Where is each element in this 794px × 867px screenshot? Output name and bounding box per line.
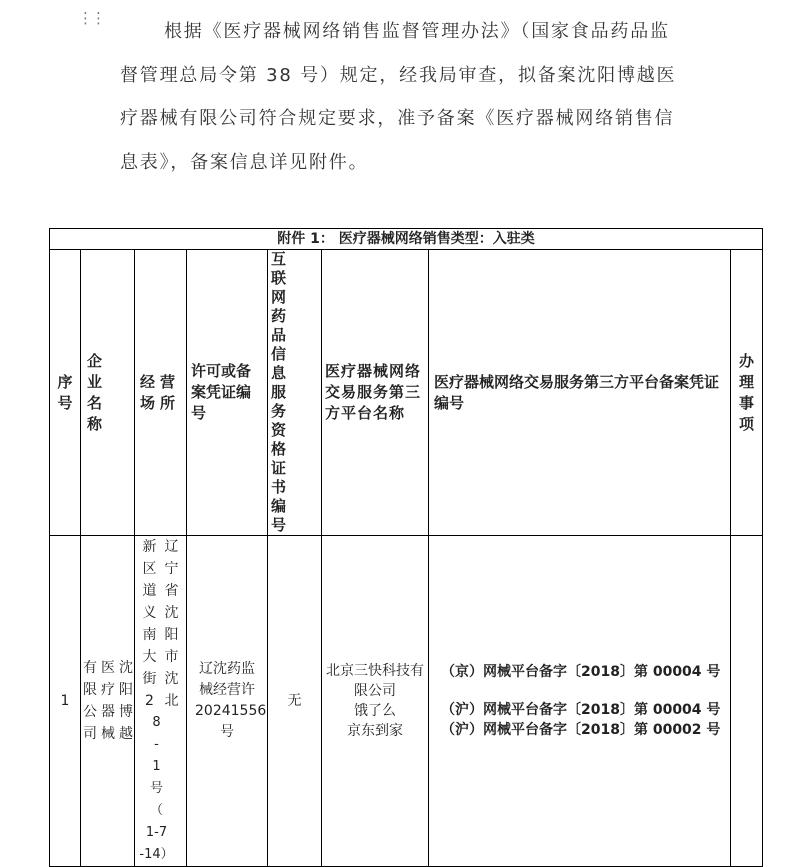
platform-name: 饿了么 [354,703,396,719]
premises-char: 阳 [164,627,179,643]
premises-char: 区 [142,561,157,577]
premises-char: 北 [164,693,179,709]
cell-platform-filing [429,536,731,867]
premises-char: 大 [142,649,157,665]
header-platform-name [322,250,429,536]
table-caption: 附件 1： 医疗器械网络销售类型：入驻类 [50,229,763,250]
header-platform-name-text: 医疗器械网络交易服务第三方平台名称 [325,362,422,422]
premises-char: 省 [164,583,179,599]
company-name-char: 公 [83,704,97,720]
company-name-char: 器 [101,704,115,720]
premises-address [135,536,186,712]
header-internet-cert-text: 互联网药品信息服务资格证书编号 [271,250,297,534]
cell-platform-name [322,536,429,867]
header-company [81,250,135,536]
premises-tail-line: 号 [149,781,163,796]
intro-paragraph: 根据《医疗器械网络销售监督管理办法》（国家食品药品监督管理总局令第 38 号）规定，经我局审查，拟备案沈阳博越医疗器械有限公司符合规定要求，准予备案《医疗器械网络销售信息表》，备案信息详见附件。 [120,21,677,173]
company-name-char: 沈 [119,660,133,676]
premises-char: 道 [142,583,157,599]
premises-tail-line: 1-7 [145,825,168,840]
company-name-char: 阳 [119,682,133,698]
platform-filing-list [429,662,730,740]
company-name-char: 司 [83,726,97,742]
attachment-table [49,228,763,867]
premises-char: 辽 [164,539,179,555]
drag-handle-icon[interactable]: ⋮⋮ [78,9,104,27]
header-platform-filing [429,250,731,536]
header-internet-cert [268,250,322,536]
cell-seq: 1 [50,536,81,867]
premises-tail-line: - [154,737,159,752]
premises-char: 义 [142,605,157,621]
header-seq-text: 序号 [57,372,73,412]
company-name-char: 医 [101,660,115,676]
premises-char: 宁 [164,561,179,577]
cell-internet-cert: 无 [268,536,322,867]
premises-char: 新 [142,539,157,555]
header-premises [135,250,187,536]
company-name-char: 越 [119,726,133,742]
company-name-char: 疗 [101,682,115,698]
premises-char: 南 [142,627,157,643]
platform-name: 京东到家 [347,723,403,739]
platform-name: 北京三快科技有限公司 [326,663,424,699]
premises-tail-line: （ [149,803,163,818]
premises-char: 市 [164,649,179,665]
company-name-char: 博 [119,704,133,720]
header-company-text: 企业名称 [87,351,109,433]
company-name-char: 有 [83,660,97,676]
header-premises-text: 经营场所 [140,372,181,412]
header-license-text: 许可或备案凭证编号 [191,362,252,422]
company-name [81,657,134,745]
platform-filing: （沪）网械平台备字〔2018〕第 00002 号 [441,722,721,738]
premises-tail-line: 8 [152,715,161,730]
header-platform-filing-text: 医疗器械网络交易服务第三方平台备案凭证编号 [434,372,720,412]
premises-char: 沈 [164,605,179,621]
cell-company [81,536,135,867]
platform-filing: （沪）网械平台备字〔2018〕第 00004 号 [441,702,721,718]
company-name-char: 限 [83,682,97,698]
company-name-char: 械 [101,726,115,742]
premises-tail-line: -14） [139,847,174,862]
premises-char: 街 [142,671,157,687]
header-seq [50,250,81,536]
premises-char: 2 [145,693,154,709]
cell-premises [135,536,187,867]
premises-tail-line: 1 [152,759,161,774]
cell-license [187,536,268,867]
premises-char: 沈 [164,671,179,687]
header-handling [731,250,763,536]
header-handling-text: 办理事项 [738,351,754,433]
platform-name-list [322,661,428,741]
cell-handling [731,536,763,867]
table-row [50,536,763,867]
platform-filing: （京）网械平台备字〔2018〕第 00004 号 [441,664,721,680]
license-number: 辽沈药监械经营许20241556号 [195,661,267,740]
header-license [187,250,268,536]
